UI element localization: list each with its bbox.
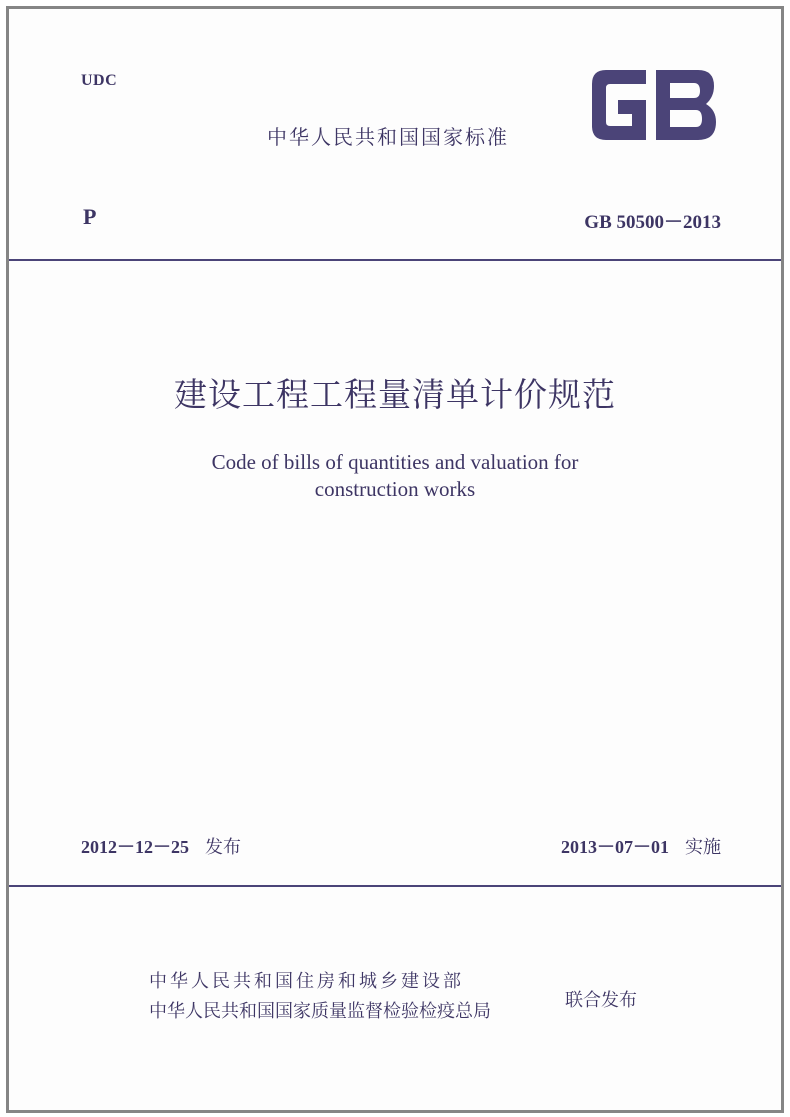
classification-code: P bbox=[83, 204, 97, 229]
top-divider bbox=[9, 259, 781, 261]
implementation-date-block bbox=[561, 833, 721, 859]
bottom-divider bbox=[9, 885, 781, 887]
joint-publish-label: 联合发布 bbox=[565, 990, 637, 1011]
publishers-list bbox=[149, 967, 491, 1027]
implementation-label: 实施 bbox=[685, 837, 721, 858]
publisher-mohurd: 中华人民共和国住房和城乡建设部 bbox=[149, 971, 464, 992]
svg-text:GB: GB bbox=[586, 64, 588, 65]
issue-date: 2012－12－25 bbox=[81, 837, 189, 857]
issue-label: 发布 bbox=[205, 837, 241, 858]
implementation-date: 2013－07－01 bbox=[561, 837, 669, 857]
issue-date-block bbox=[81, 833, 241, 859]
gb-logo-icon bbox=[586, 64, 722, 146]
udc-label: UDC bbox=[81, 72, 118, 89]
publisher-aqsiq: 中华人民共和国国家质量监督检验检疫总局 bbox=[149, 1001, 491, 1022]
title-english-line-1: Code of bills of quantities and valuation for bbox=[211, 450, 579, 474]
standard-number: GB 50500－2013 bbox=[584, 212, 721, 233]
national-standard-label: 中华人民共和国国家标准 bbox=[267, 125, 509, 149]
title-english bbox=[9, 449, 781, 503]
title-chinese: 建设工程工程量清单计价规范 bbox=[174, 375, 616, 414]
title-english-line-2: construction works bbox=[314, 477, 476, 501]
standard-cover-page bbox=[6, 6, 784, 1113]
